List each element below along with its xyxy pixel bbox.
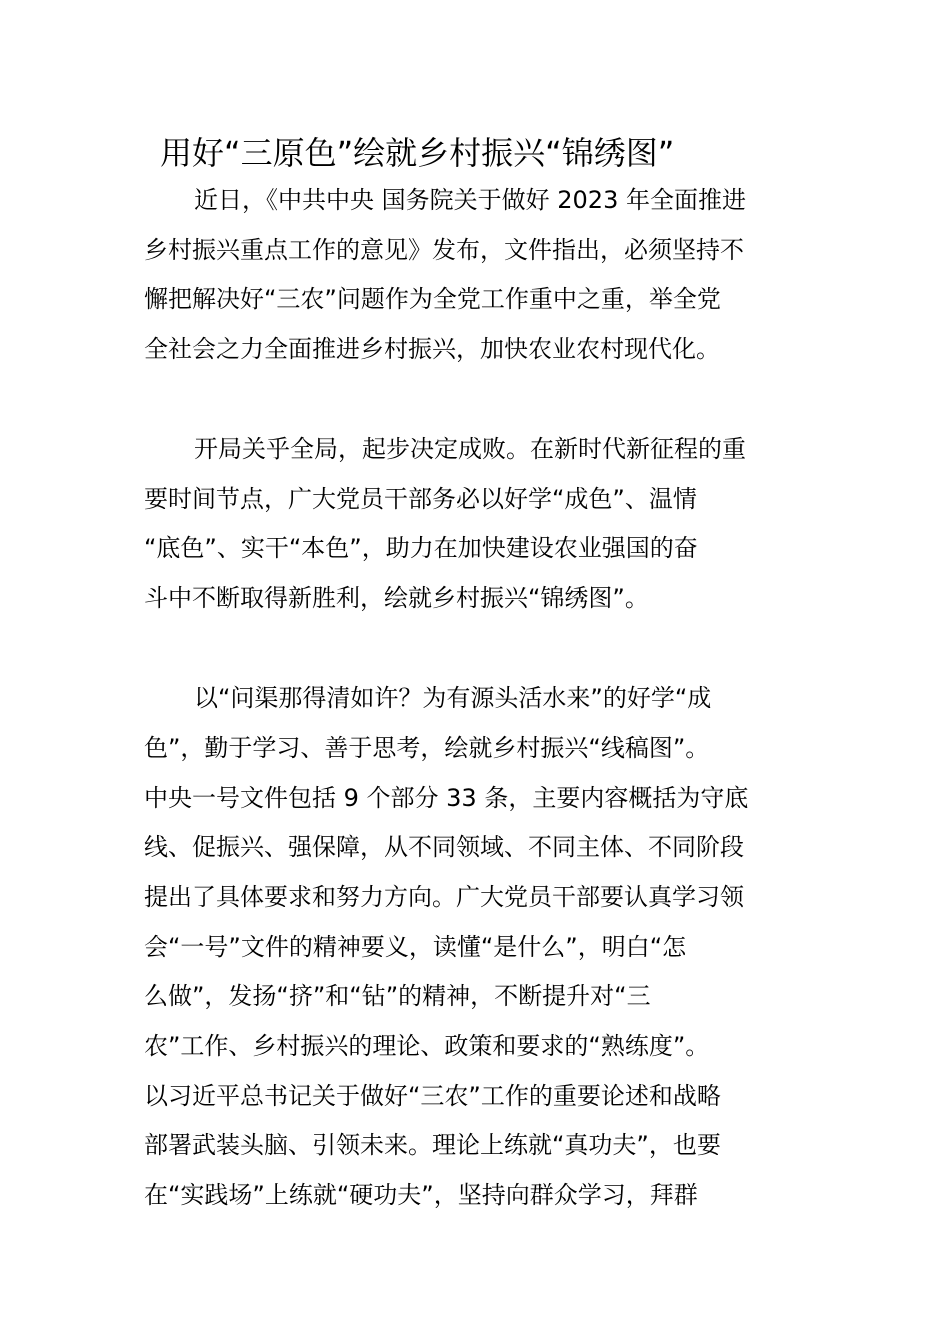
document-title: 用好“三原色”绘就乡村振兴“锦绣图” [160, 134, 675, 172]
paragraph-1-line-2: 乡村振兴重点工作的意见》发布，文件指出，必须坚持不 [144, 236, 744, 264]
paragraph-3-line-6: 会“一号”文件的精神要义，读懂“是什么”，明白“怎 [144, 933, 687, 961]
paragraph-2-line-3: “底色”、实干“本色”，助力在加快建设农业强国的奋 [144, 534, 698, 562]
paragraph-3-line-3: 中央一号文件包括 9 个部分 33 条，主要内容概括为守底 [144, 784, 749, 812]
paragraph-3-line-7: 么做”，发扬“挤”和“钻”的精神，不断提升对“三 [144, 982, 651, 1010]
paragraph-2-line-1: 开局关乎全局，起步决定成败。在新时代新征程的重 [194, 435, 746, 463]
paragraph-1-line-3: 懈把解决好“三农”问题作为全党工作重中之重，举全党 [144, 285, 721, 313]
paragraph-3-line-1: 以“问渠那得清如许？为有源头活水来”的好学“成 [194, 684, 712, 712]
paragraph-3-line-2: 色”，勤于学习、善于思考，绘就乡村振兴“线稿图”。 [144, 734, 710, 762]
paragraph-3-line-5: 提出了具体要求和努力方向。广大党员干部要认真学习领 [144, 883, 744, 911]
paragraph-2-line-2: 要时间节点，广大党员干部务必以好学“成色”、温情 [144, 485, 697, 513]
paragraph-1-line-1: 近日，《中共中央 国务院关于做好 2023 年全面推进 [194, 186, 746, 214]
paragraph-3-line-11: 在“实践场”上练就“硬功夫”，坚持向群众学习，拜群 [144, 1181, 698, 1209]
paragraph-1-line-4: 全社会之力全面推进乡村振兴，加快农业农村现代化。 [144, 335, 720, 363]
paragraph-3-line-10: 部署武装头脑、引领未来。理论上练就“真功夫”，也要 [144, 1131, 721, 1159]
paragraph-3-line-8: 农”工作、乡村振兴的理论、政策和要求的“熟练度”。 [144, 1032, 710, 1060]
paragraph-3-line-4: 线、促振兴、强保障，从不同领域、不同主体、不同阶段 [144, 833, 744, 861]
paragraph-2-line-4: 斗中不断取得新胜利，绘就乡村振兴“锦绣图”。 [144, 584, 649, 612]
paragraph-3-line-9: 以习近平总书记关于做好“三农”工作的重要论述和战略 [144, 1082, 721, 1110]
